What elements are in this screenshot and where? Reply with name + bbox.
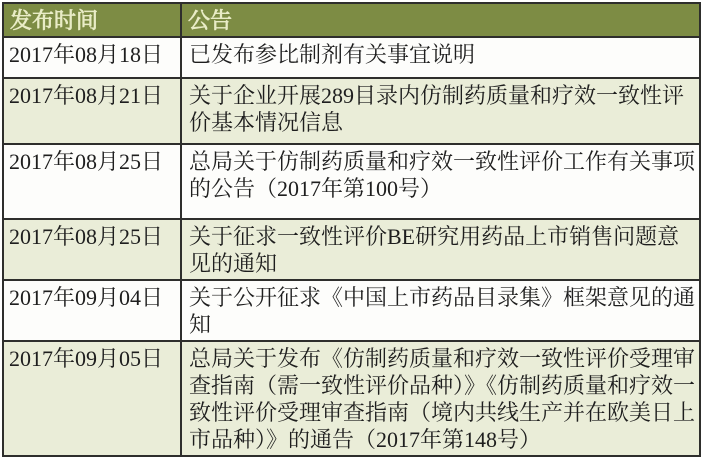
announcement-cell: 已发布参比制剂有关事宜说明 (181, 37, 700, 78)
column-header-publish-date: 发布时间 (3, 3, 181, 37)
column-header-announcement: 公告 (181, 3, 700, 37)
announcement-cell: 关于企业开展289目录内仿制药质量和疗效一致性评价基本情况信息 (181, 78, 700, 144)
announcement-cell: 总局关于发布《仿制药质量和疗效一致性评价受理审查指南（需一致性评价品种）》《仿制药质量和疗效一致性评价受理审查指南（境内共线生产并在欧美日上市品种）》的通告（2017年第148号） (181, 341, 700, 456)
announcement-cell: 总局关于仿制药质量和疗效一致性评价工作有关事项的公告（2017年第100号） (181, 144, 700, 219)
table-row (3, 78, 700, 144)
publish-date-cell: 2017年08月25日 (3, 144, 181, 219)
publish-date-cell: 2017年08月18日 (3, 37, 181, 78)
table-row (3, 144, 700, 219)
table-row (3, 219, 700, 280)
announcement-cell: 关于公开征求《中国上市药品目录集》框架意见的通知 (181, 280, 700, 341)
publish-date-cell: 2017年08月21日 (3, 78, 181, 144)
publish-date-cell: 2017年09月04日 (3, 280, 181, 341)
table-row (3, 280, 700, 341)
publish-date-cell: 2017年08月25日 (3, 219, 181, 280)
table-row (3, 37, 700, 78)
publish-date-cell: 2017年09月05日 (3, 341, 181, 456)
table-header-row (3, 3, 700, 37)
announcements-table (2, 2, 701, 457)
announcement-cell: 关于征求一致性评价BE研究用药品上市销售问题意见的通知 (181, 219, 700, 280)
table-row (3, 341, 700, 456)
